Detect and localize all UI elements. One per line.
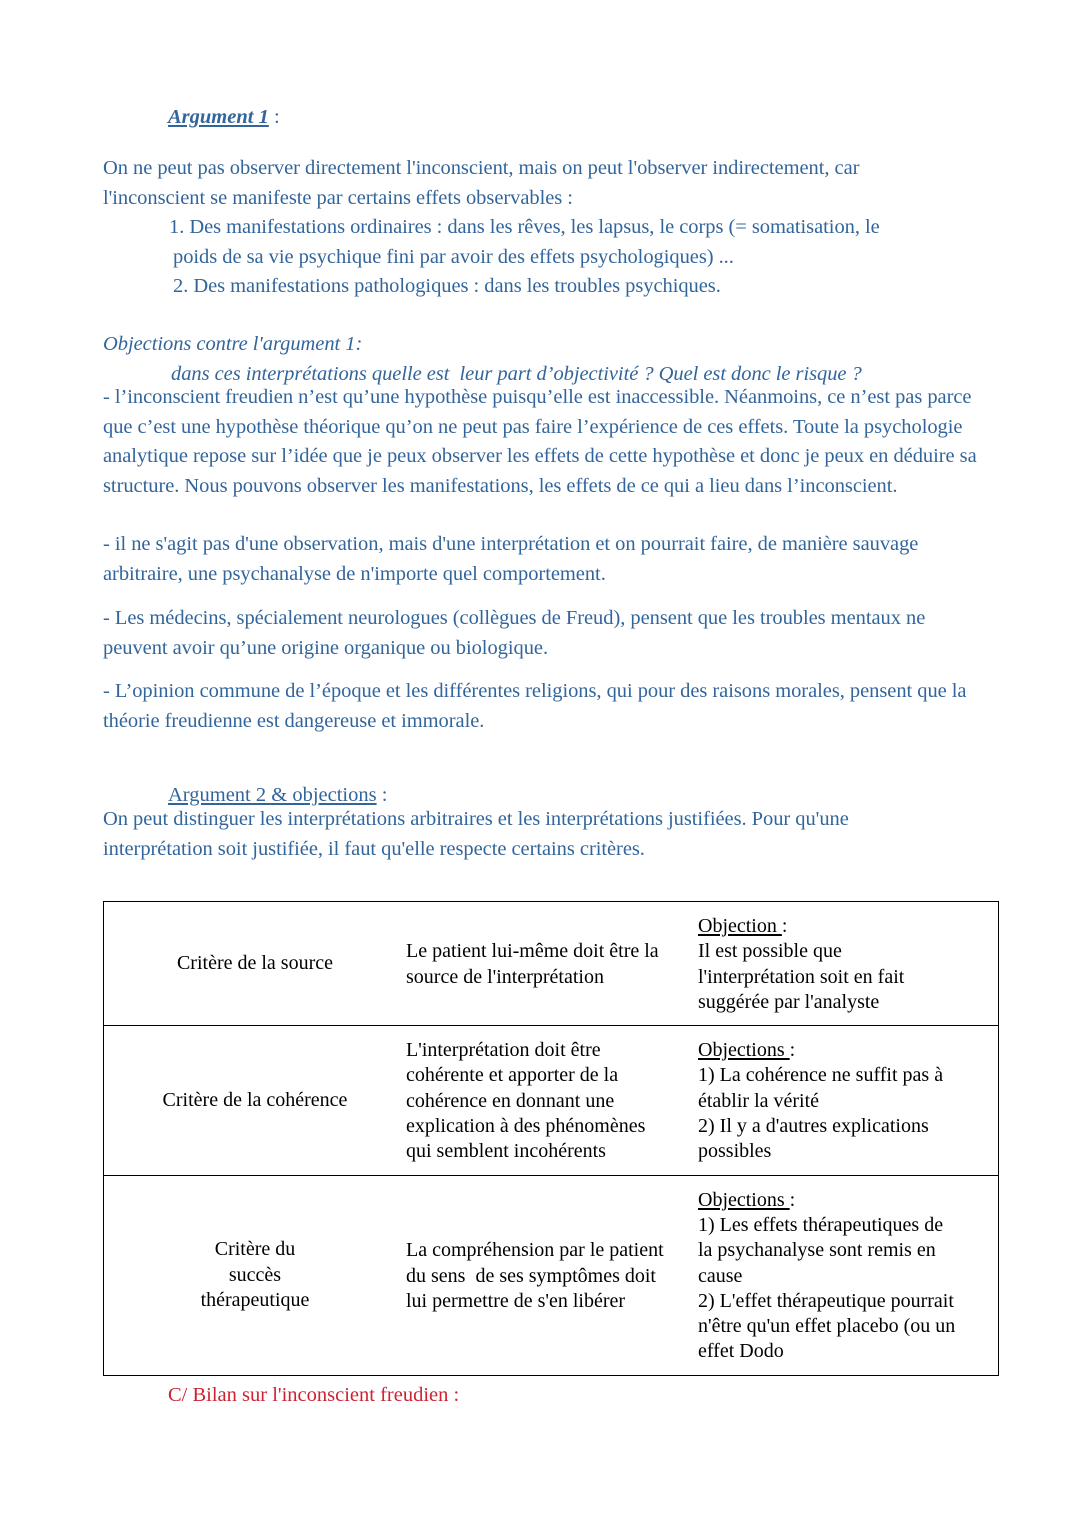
table-cell-objection	[698, 902, 999, 1026]
objection-heading-label: Objections	[698, 1188, 790, 1211]
table-cell-objection	[698, 1026, 999, 1175]
objection-heading-line	[698, 1038, 994, 1063]
criterion-line: succès	[228, 1263, 282, 1286]
argument-2-heading-colon: :	[376, 784, 388, 806]
argument-2-line-2: interprétation soit justifiée, il faut qu'elle respecte certains critères.	[103, 837, 645, 860]
description-line: L'interprétation doit être	[406, 1039, 601, 1062]
objection-line: 1) La cohérence ne suffit pas à	[698, 1064, 944, 1087]
argument-2-paragraph	[103, 805, 993, 864]
criterion-line: Critère du	[214, 1238, 296, 1261]
argument-2-heading-label: Argument 2 & objections	[168, 784, 377, 806]
objection-heading-line	[698, 914, 994, 939]
table-cell-description	[406, 1175, 698, 1375]
objection-line: cause	[698, 1264, 743, 1287]
table-row	[104, 1175, 999, 1375]
objection-line: possibles	[698, 1140, 772, 1163]
objections-title-block	[103, 330, 983, 389]
objection-paragraph-2: - il ne s'agit pas d'une observation, mais d'une interprétation et on pourrait faire, de manière sauvage arbitraire, une psychanalyse de n'importe quel comportement.	[103, 533, 919, 585]
objection-line: effet Dodo	[698, 1340, 784, 1363]
table-cell-objection	[698, 1175, 999, 1375]
description-line: cohérente et apporter de la	[406, 1064, 619, 1087]
manifestation-item-1-line-2: poids de sa vie psychique fini par avoir des effets psychologiques) ...	[173, 245, 734, 268]
objection-heading-colon: :	[781, 915, 788, 937]
objection-line: Il est possible que	[698, 940, 842, 963]
objection-line: suggérée par l'analyste	[698, 990, 880, 1013]
objection-heading-line	[698, 1188, 994, 1213]
description-line: explication à des phénomènes	[406, 1115, 646, 1138]
objection-paragraph-1: - l’inconscient freudien n’est qu’une hypothèse puisqu’elle est inaccessible. Néanmoins, ce n’est pas parce que c’est une hypothèse théorique qu’on ne peut pas faire l’expérience de ces effets. Toute la psychologie analytique repose sur l’idée que je peux observer les effets de cette hypothèse et donc je peux en déduire sa structure. Nous pouvons observer les manifestations, les effets de ce qui a lieu dans l’inconscient.	[103, 386, 977, 497]
argument-1-heading-label: Argument 1	[168, 106, 269, 128]
description-line: source de l'interprétation	[406, 965, 604, 988]
description-line: cohérence en donnant une	[406, 1089, 615, 1112]
table-cell-description	[406, 1026, 698, 1175]
table-cell-criterion	[104, 1026, 407, 1175]
table-row	[104, 1026, 999, 1175]
criterion-line: thérapeutique	[200, 1288, 310, 1311]
table-cell-criterion	[104, 1175, 407, 1375]
objections-title: Objections contre l'argument 1:	[103, 333, 363, 355]
criterion-line: Critère de la source	[176, 951, 334, 974]
bilan-heading: C/ Bilan sur l'inconscient freudien :	[168, 1384, 460, 1406]
argument-1-intro-paragraph	[103, 154, 963, 302]
objection-line: l'interprétation soit en fait	[698, 965, 905, 988]
objection-heading-label: Objection	[698, 915, 782, 937]
intro-line-2: l'inconscient se manifeste par certains effets observables :	[103, 186, 573, 209]
objection-line: établir la vérité	[698, 1089, 820, 1112]
criterion-line: Critère de la cohérence	[162, 1088, 348, 1111]
description-line: La compréhension par le patient	[406, 1239, 664, 1262]
objection-heading-label: Objections	[698, 1039, 790, 1062]
objection-paragraph-4: - L’opinion commune de l’époque et les différentes religions, qui pour des raisons morales, pensent que la théorie freudienne est dangereuse et immorale.	[103, 680, 967, 732]
objection-line: 2) Il y a d'autres explications	[698, 1115, 929, 1138]
table-row	[104, 902, 999, 1026]
description-line: du sens de ses symptômes doit	[406, 1264, 656, 1287]
argument-1-heading-colon: :	[268, 106, 280, 128]
objection-paragraph-3: - Les médecins, spécialement neurologues (collègues de Freud), pensent que les troubles mentaux ne peuvent avoir qu’une origine organique ou biologique.	[103, 607, 926, 659]
manifestation-item-1-line-1: 1. Des manifestations ordinaires : dans les rêves, les lapsus, le corps (= somatisation, le	[169, 216, 880, 238]
description-line: Le patient lui-même doit être la	[406, 940, 659, 963]
objection-heading-colon: :	[789, 1039, 796, 1062]
table-cell-description	[406, 902, 698, 1026]
criteria-table	[103, 901, 999, 1376]
manifestation-item-2-line-1: 2. Des manifestations pathologiques : dans les troubles psychiques.	[173, 275, 721, 297]
description-line: lui permettre de s'en libérer	[406, 1289, 626, 1312]
objection-line: la psychanalyse sont remis en	[698, 1239, 936, 1262]
argument-1-heading	[168, 103, 280, 131]
description-line: qui semblent incohérents	[406, 1140, 606, 1163]
objection-heading-colon: :	[789, 1188, 796, 1211]
objection-line: 1) Les effets thérapeutiques de	[698, 1213, 944, 1236]
objection-line: n'être qu'un effet placebo (ou un	[698, 1315, 956, 1338]
argument-2-line-1: On peut distinguer les interprétations arbitraires et les interprétations justifiées. Pour qu'une	[103, 808, 849, 830]
objection-line: 2) L'effet thérapeutique pourrait	[698, 1289, 954, 1312]
table-cell-criterion	[104, 902, 407, 1026]
objections-question: dans ces interprétations quelle est leur part d’objectivité ? Quel est donc le risque ?	[171, 362, 862, 385]
intro-line-1: On ne peut pas observer directement l'inconscient, mais on peut l'observer indirectement, car	[103, 157, 860, 179]
